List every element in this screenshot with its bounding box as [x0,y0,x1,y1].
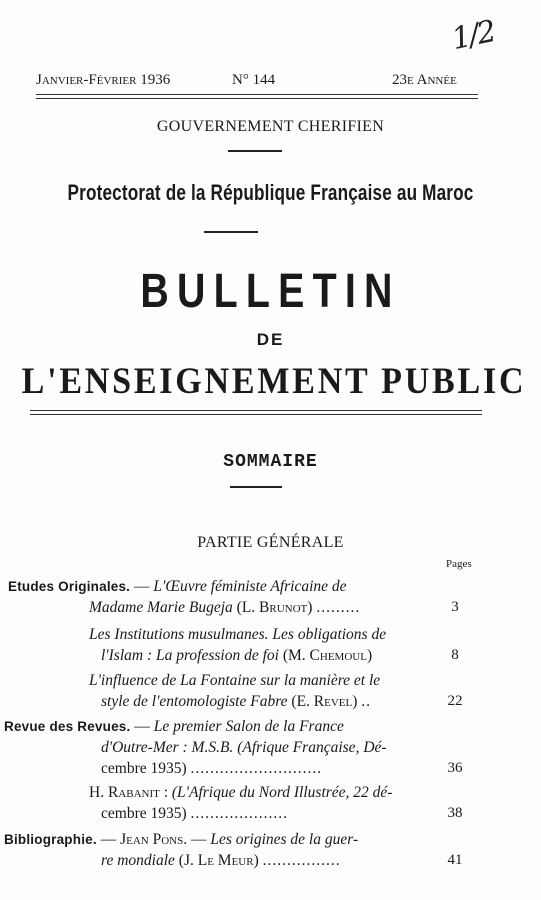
header-rule-top [36,94,478,95]
toc-title: Les Institutions musulmanes. Les obligations de [89,626,387,643]
toc-page: 38 [447,805,463,821]
toc-page: 22 [447,693,463,709]
toc-author: (J. Le Meur) [178,852,259,869]
sommaire-heading: SOMMAIRE [223,452,318,472]
issue-number: N° 144 [232,72,276,88]
issue-date: Janvier-Février 1936 [36,72,171,88]
divider [230,486,282,488]
toc-date: cembre 1935) [101,760,187,777]
header-rule-bottom [36,98,478,99]
toc-title-cont: style de l'entomologiste Fabre [101,693,288,710]
issue-year: 23e Année [392,72,457,88]
toc-category-etudes: Etudes Originales. [8,579,131,594]
toc-author: Jean Pons. [120,831,188,848]
toc-page: 8 [451,647,459,663]
toc-author: (E. Revel) [291,693,358,710]
toc-date: cembre 1935) [101,805,187,822]
title-de: DE [256,330,285,349]
protectorat-heading: Protectorat de la République Française au Maroc [67,180,474,205]
toc-title-cont: d'Outre-Mer : M.S.B. [101,739,234,756]
toc-author: (L. Brunot) [236,599,313,616]
title-rule-bottom [30,414,482,415]
toc-source: (L'Afrique du Nord Illustrée, 22 dé- [171,784,393,801]
enseignement-title: L'ENSEIGNEMENT PUBLIC [21,361,527,402]
handwritten-page-mark: 1/2 [448,13,498,58]
toc-category-bibliographie: Bibliographie. [4,832,97,847]
toc-title: Les origines de la guer- [210,831,359,848]
divider [228,150,282,152]
toc-category-revue: Revue des Revues. [4,719,131,734]
toc-page: 36 [447,760,463,776]
toc-title: Le premier Salon de la France [153,718,344,735]
toc-page: 41 [447,852,463,868]
issue-header [36,72,476,92]
pages-label: Pages [446,558,472,570]
partie-generale-heading: PARTIE GÉNÉRALE [197,534,344,551]
toc-title: L'Œuvre féministe Africaine de [153,578,347,595]
toc-page: 3 [451,599,459,615]
toc-source: (Afrique Française, Dé- [237,739,387,756]
toc-author: (M. Chemoul) [282,647,373,664]
toc-title: L'influence de La Fontaine sur la manière et le [89,672,381,689]
toc-title-cont: l'Islam : La profession de foi [101,647,279,664]
gouvernement-heading: GOUVERNEMENT CHERIFIEN [156,118,385,135]
toc-author: H. Rabanit : [89,784,169,801]
divider [204,231,258,233]
toc-title-cont: re mondiale [101,852,175,869]
title-rule-top [30,410,482,411]
toc-title-cont: Madame Marie Bugeja [89,599,233,616]
bulletin-title: BULLETIN [140,265,401,318]
